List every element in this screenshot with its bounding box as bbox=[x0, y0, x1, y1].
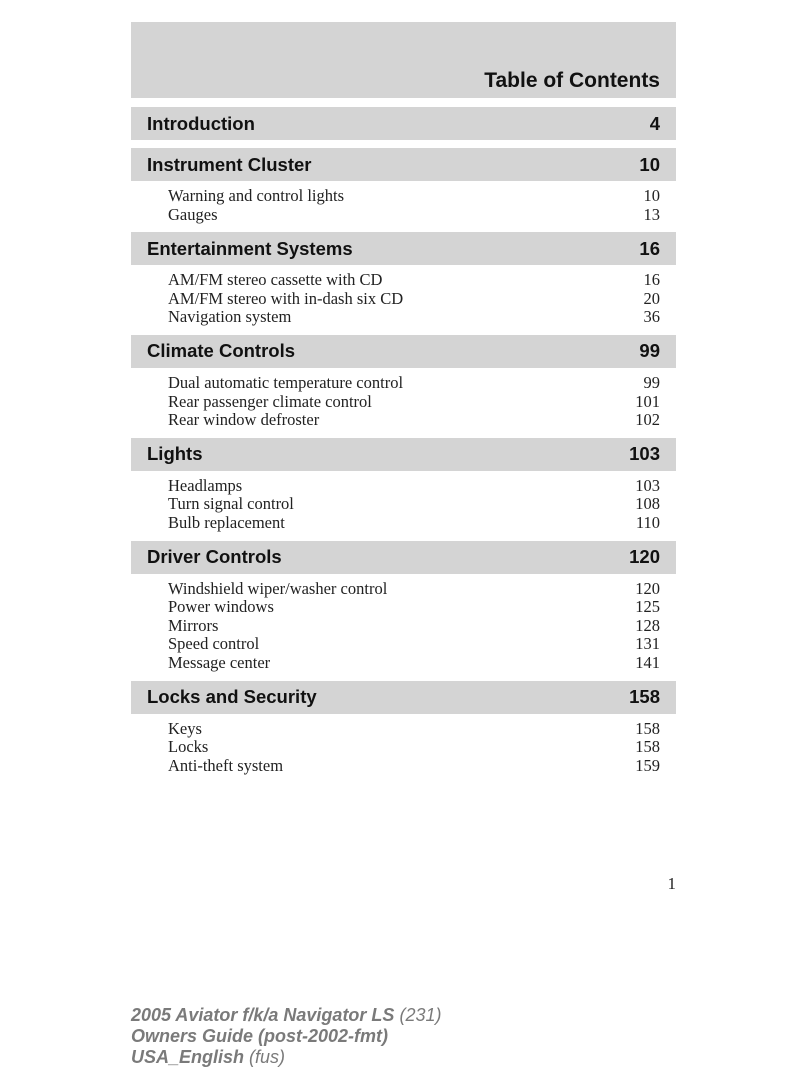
toc-section bbox=[131, 335, 676, 430]
entry-label: Turn signal control bbox=[168, 494, 294, 514]
entry-page-number: 159 bbox=[635, 755, 660, 775]
toc-entry[interactable] bbox=[168, 393, 660, 412]
entry-page-number: 102 bbox=[635, 410, 660, 430]
entry-label: AM/FM stereo with in-dash six CD bbox=[168, 288, 404, 308]
entry-label: Anti-theft system bbox=[168, 755, 284, 775]
entry-page-number: 125 bbox=[635, 597, 660, 617]
entry-label: Rear passenger climate control bbox=[168, 391, 372, 411]
footer-guide: Owners Guide (post-2002-fmt) bbox=[131, 1026, 389, 1046]
entry-list bbox=[131, 265, 676, 327]
footer-language: USA_English bbox=[131, 1047, 245, 1067]
toc-entry[interactable] bbox=[168, 635, 660, 654]
toc-entry[interactable] bbox=[168, 514, 660, 533]
section-title: Driver Controls bbox=[147, 546, 282, 568]
entry-label: Navigation system bbox=[168, 307, 292, 327]
entry-label: Gauges bbox=[168, 204, 218, 224]
entry-list bbox=[131, 714, 676, 776]
entry-page-number: 158 bbox=[635, 718, 660, 738]
entry-list bbox=[131, 471, 676, 533]
entry-page-number: 101 bbox=[635, 391, 660, 411]
entry-page-number: 13 bbox=[643, 204, 660, 224]
footer-line-1 bbox=[131, 1005, 441, 1026]
entry-label: AM/FM stereo cassette with CD bbox=[168, 270, 383, 290]
toc-section bbox=[131, 148, 676, 224]
footer-model: 2005 Aviator f/k/a Navigator LS bbox=[131, 1005, 395, 1025]
entry-list bbox=[131, 181, 676, 224]
entry-page-number: 36 bbox=[643, 307, 660, 327]
entry-page-number: 99 bbox=[643, 372, 660, 392]
entry-page-number: 16 bbox=[643, 270, 660, 290]
toc-entry[interactable] bbox=[168, 617, 660, 636]
entry-page-number: 10 bbox=[643, 186, 660, 205]
toc-entry[interactable] bbox=[168, 411, 660, 430]
toc-sections bbox=[131, 107, 676, 783]
page-number: 1 bbox=[667, 874, 676, 893]
toc-entry[interactable] bbox=[168, 271, 660, 290]
section-title: Lights bbox=[147, 443, 203, 465]
section-heading[interactable] bbox=[131, 541, 676, 574]
toc-entry[interactable] bbox=[168, 580, 660, 599]
page-title: Table of Contents bbox=[484, 69, 660, 92]
entry-page-number: 108 bbox=[635, 494, 660, 514]
section-heading[interactable] bbox=[131, 107, 676, 140]
entry-page-number: 131 bbox=[635, 634, 660, 654]
toc-entry[interactable] bbox=[168, 206, 660, 225]
toc-entry[interactable] bbox=[168, 308, 660, 327]
section-page-number: 16 bbox=[639, 237, 660, 259]
toc-entry[interactable] bbox=[168, 757, 660, 776]
entry-page-number: 158 bbox=[635, 737, 660, 757]
entry-label: Locks bbox=[168, 737, 209, 757]
toc-section bbox=[131, 438, 676, 533]
entry-list bbox=[131, 574, 676, 673]
section-title: Instrument Cluster bbox=[147, 153, 312, 175]
entry-label: Headlamps bbox=[168, 475, 243, 495]
toc-section bbox=[131, 541, 676, 673]
toc-entry[interactable] bbox=[168, 720, 660, 739]
toc-entry[interactable] bbox=[168, 290, 660, 309]
section-heading[interactable] bbox=[131, 438, 676, 471]
toc-entry[interactable] bbox=[168, 374, 660, 393]
section-heading[interactable] bbox=[131, 335, 676, 368]
toc-entry[interactable] bbox=[168, 187, 660, 206]
section-page-number: 158 bbox=[629, 686, 660, 707]
toc-entry[interactable] bbox=[168, 738, 660, 757]
section-page-number: 99 bbox=[639, 340, 660, 362]
section-heading[interactable] bbox=[131, 148, 676, 181]
toc-header bbox=[131, 22, 676, 98]
footer-line-2 bbox=[131, 1026, 441, 1047]
toc-section bbox=[131, 232, 676, 327]
section-page-number: 4 bbox=[649, 112, 660, 134]
entry-page-number: 141 bbox=[635, 652, 660, 672]
entry-label: Message center bbox=[168, 652, 271, 672]
entry-label: Keys bbox=[168, 718, 202, 738]
section-title: Introduction bbox=[147, 112, 255, 134]
footer-language-code: (fus) bbox=[249, 1047, 286, 1067]
section-title: Locks and Security bbox=[147, 686, 317, 707]
toc-entry[interactable] bbox=[168, 598, 660, 617]
entry-list bbox=[131, 368, 676, 430]
entry-page-number: 110 bbox=[635, 512, 660, 532]
entry-label: Mirrors bbox=[168, 615, 219, 635]
entry-label: Windshield wiper/washer control bbox=[168, 578, 388, 598]
entry-page-number: 128 bbox=[635, 615, 660, 635]
section-page-number: 120 bbox=[629, 546, 660, 568]
toc-section bbox=[131, 107, 676, 140]
entry-label: Power windows bbox=[168, 597, 274, 617]
section-title: Entertainment Systems bbox=[147, 237, 353, 259]
entry-page-number: 103 bbox=[635, 475, 660, 495]
entry-label: Dual automatic temperature control bbox=[168, 372, 404, 392]
entry-label: Speed control bbox=[168, 634, 260, 654]
footer-model-code: (231) bbox=[399, 1005, 442, 1025]
section-heading[interactable] bbox=[131, 681, 676, 714]
toc-entry[interactable] bbox=[168, 495, 660, 514]
entry-label: Warning and control lights bbox=[168, 186, 345, 205]
entry-page-number: 20 bbox=[643, 288, 660, 308]
entry-page-number: 120 bbox=[635, 578, 660, 598]
toc-section bbox=[131, 681, 676, 776]
footer-line-3 bbox=[131, 1047, 441, 1068]
entry-label: Bulb replacement bbox=[168, 512, 285, 532]
document-footer bbox=[131, 1005, 441, 1068]
section-page-number: 103 bbox=[629, 443, 660, 465]
toc-entry[interactable] bbox=[168, 477, 660, 496]
section-title: Climate Controls bbox=[147, 340, 296, 362]
entry-label: Rear window defroster bbox=[168, 410, 320, 430]
toc-entry[interactable] bbox=[168, 654, 660, 673]
section-heading[interactable] bbox=[131, 232, 676, 265]
section-page-number: 10 bbox=[639, 153, 660, 175]
